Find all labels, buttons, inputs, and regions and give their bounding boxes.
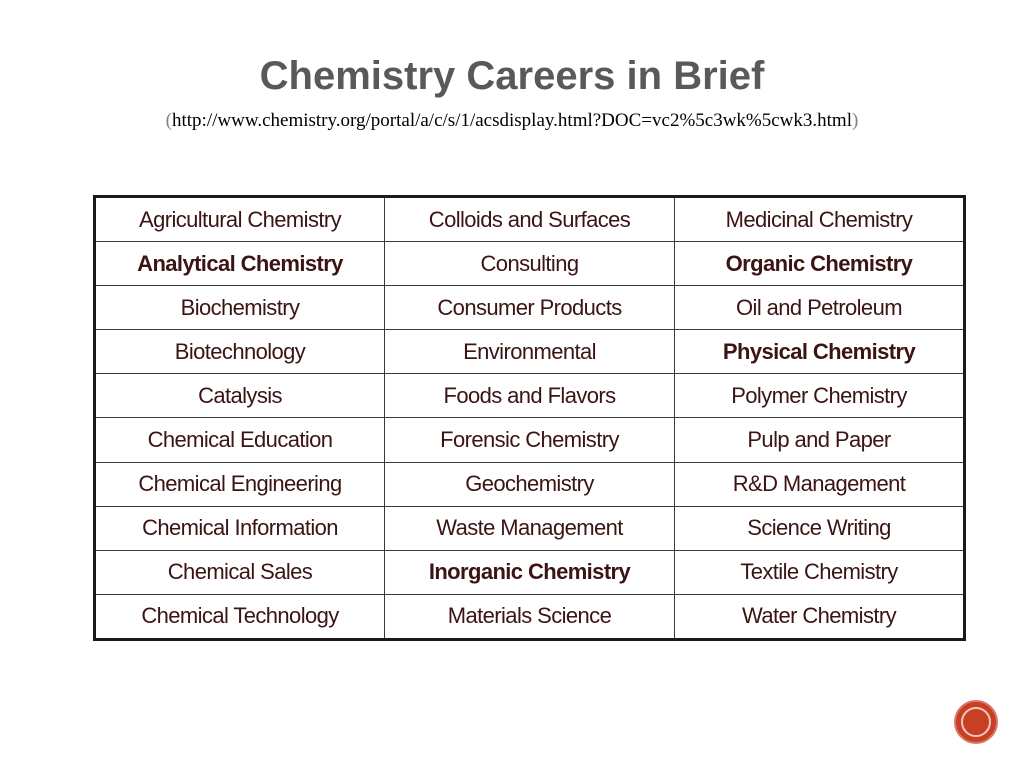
table-row bbox=[95, 550, 965, 594]
table-cell: Foods and Flavors bbox=[385, 374, 675, 418]
table-cell: Biotechnology bbox=[95, 330, 385, 374]
table-cell: Biochemistry bbox=[95, 286, 385, 330]
table-cell: Chemical Education bbox=[95, 418, 385, 462]
top-bar bbox=[0, 0, 1024, 15]
table-cell: Geochemistry bbox=[385, 462, 675, 506]
table-cell: Pulp and Paper bbox=[675, 418, 965, 462]
corner-circle-icon bbox=[954, 700, 998, 744]
table-row bbox=[95, 242, 965, 286]
citation-open-paren: ( bbox=[165, 110, 172, 131]
table-cell: Water Chemistry bbox=[675, 594, 965, 639]
table-cell: Polymer Chemistry bbox=[675, 374, 965, 418]
careers-table-body bbox=[95, 197, 965, 640]
table-cell: Analytical Chemistry bbox=[95, 242, 385, 286]
table-cell: Chemical Information bbox=[95, 506, 385, 550]
table-row bbox=[95, 197, 965, 242]
table-cell: Chemical Engineering bbox=[95, 462, 385, 506]
table-cell: Waste Management bbox=[385, 506, 675, 550]
slide-title: Chemistry Careers in Brief bbox=[259, 54, 765, 98]
table-row bbox=[95, 330, 965, 374]
table-cell: Consumer Products bbox=[385, 286, 675, 330]
table-cell: Consulting bbox=[385, 242, 675, 286]
table-cell: Oil and Petroleum bbox=[675, 286, 965, 330]
table-cell: R&D Management bbox=[675, 462, 965, 506]
source-citation bbox=[0, 108, 1024, 134]
table-row bbox=[95, 594, 965, 639]
table-cell: Catalysis bbox=[95, 374, 385, 418]
table-row bbox=[95, 418, 965, 462]
table-cell: Environmental bbox=[385, 330, 675, 374]
table-cell: Chemical Technology bbox=[95, 594, 385, 639]
table-cell: Textile Chemistry bbox=[675, 550, 965, 594]
careers-table bbox=[93, 195, 966, 641]
table-cell: Colloids and Surfaces bbox=[385, 197, 675, 242]
table-cell: Materials Science bbox=[385, 594, 675, 639]
table-cell: Chemical Sales bbox=[95, 550, 385, 594]
citation-close-paren: ) bbox=[852, 110, 859, 131]
table-cell: Agricultural Chemistry bbox=[95, 197, 385, 242]
table-row bbox=[95, 286, 965, 330]
table-row bbox=[95, 506, 965, 550]
table-cell: Medicinal Chemistry bbox=[675, 197, 965, 242]
table-cell: Inorganic Chemistry bbox=[385, 550, 675, 594]
table-cell: Organic Chemistry bbox=[675, 242, 965, 286]
table-row bbox=[95, 374, 965, 418]
source-url: http://www.chemistry.org/portal/a/c/s/1/acsdisplay.html?DOC=vc2%5c3wk%5cwk3.html bbox=[172, 110, 852, 131]
table-row bbox=[95, 462, 965, 506]
table-cell: Physical Chemistry bbox=[675, 330, 965, 374]
table-cell: Forensic Chemistry bbox=[385, 418, 675, 462]
table-cell: Science Writing bbox=[675, 506, 965, 550]
corner-circle-inner bbox=[961, 707, 991, 737]
